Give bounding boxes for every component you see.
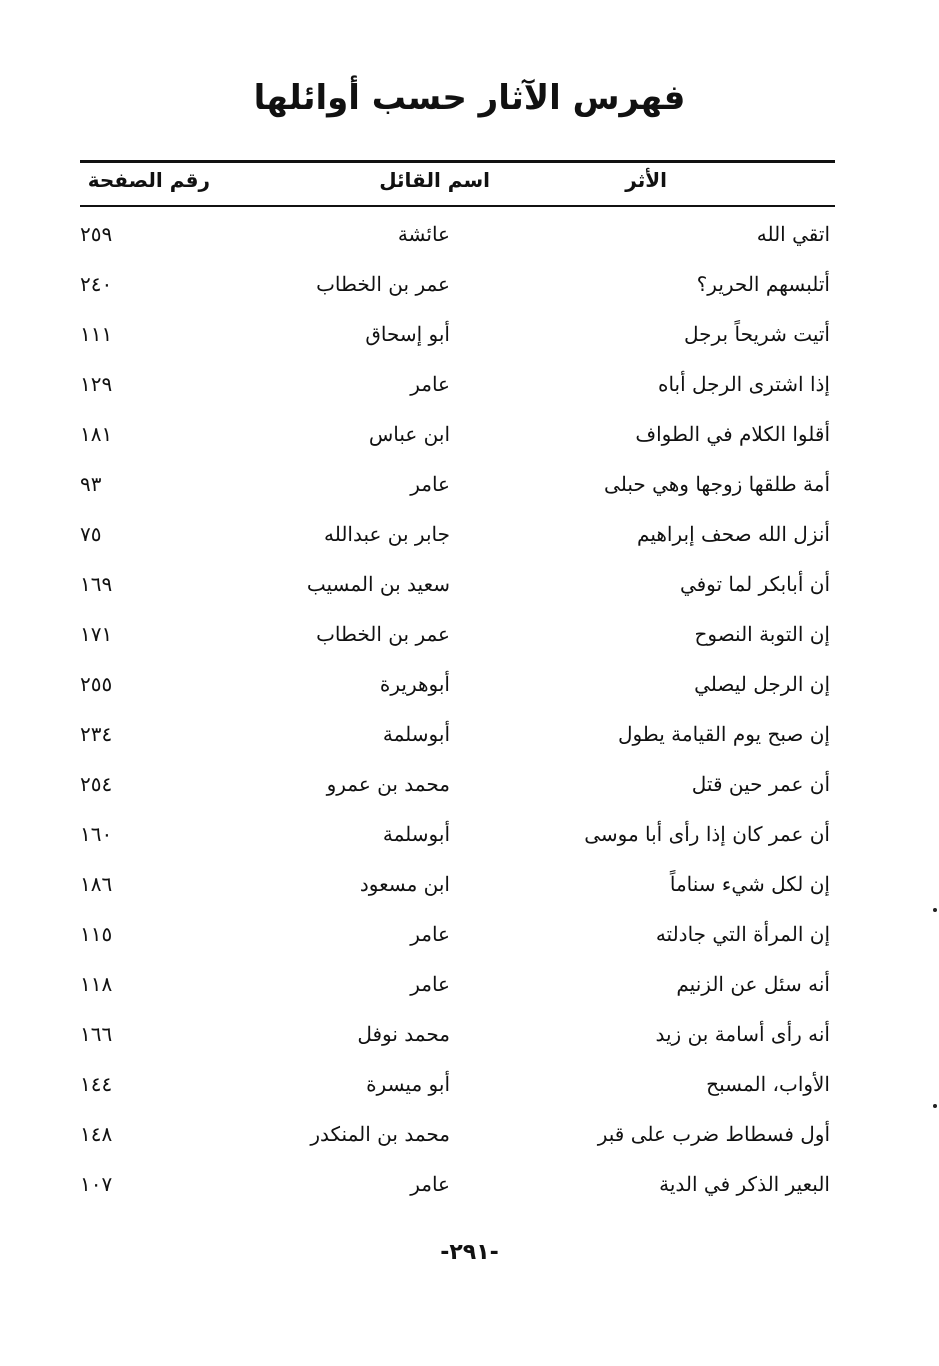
qaail-cell: أبو ميسرة: [366, 1072, 450, 1096]
athar-cell: إن التوبة النصوح: [694, 622, 830, 646]
page-cell: ٢٥٤: [80, 772, 113, 796]
page-number: -٢٩١-: [440, 1240, 499, 1265]
page-cell: ٩٣: [80, 472, 102, 496]
qaail-cell: أبوسلمة: [382, 722, 450, 746]
athar-cell: أول فسطاط ضرب على قبر: [597, 1122, 830, 1146]
qaail-cell: عامر: [410, 1172, 450, 1196]
header-athar: الأثر: [625, 168, 667, 192]
qaail-cell: أبو إسحاق: [365, 322, 450, 346]
table-row: [80, 972, 835, 1012]
athar-cell: اتقي الله: [756, 222, 830, 246]
page-cell: ١١١: [80, 322, 113, 346]
page-cell: ٢٣٤: [80, 722, 113, 746]
athar-cell: أقلوا الكلام في الطواف: [635, 422, 830, 446]
table-row: [80, 572, 835, 612]
page-cell: ٢٥٥: [80, 672, 113, 696]
table-row: [80, 222, 835, 262]
table-row: [80, 1072, 835, 1112]
table-row: [80, 622, 835, 662]
athar-cell: أن عمر حين قتل: [691, 772, 830, 796]
athar-cell: أمة طلقها زوجها وهي حبلى: [604, 472, 830, 496]
page-cell: ١٤٤: [80, 1072, 113, 1096]
table-row: [80, 422, 835, 462]
qaail-cell: جابر بن عبدالله: [323, 522, 450, 546]
athar-cell: أنزل الله صحف إبراهيم: [637, 522, 830, 546]
qaail-cell: أبوهريرة: [379, 672, 450, 696]
athar-cell: إن لكل شيء سناماً: [669, 872, 830, 896]
table-row: [80, 372, 835, 412]
page-cell: ٧٥: [80, 522, 102, 546]
table-row: [80, 1022, 835, 1062]
table-row: [80, 872, 835, 912]
page-cell: ٢٥٩: [80, 222, 113, 246]
qaail-cell: عامر: [410, 922, 450, 946]
page-cell: ١٢٩: [80, 372, 113, 396]
athar-cell: إذا اشترى الرجل أباه: [657, 372, 830, 396]
athar-cell: إن الرجل ليصلي: [694, 672, 830, 696]
table-row: [80, 472, 835, 512]
table-row: [80, 822, 835, 862]
athar-cell: البعير الذكر في الدية: [659, 1172, 830, 1196]
athar-cell: إن صبح يوم القيامة يطول: [617, 722, 830, 746]
table-row: [80, 672, 835, 712]
qaail-cell: عمر بن الخطاب: [316, 272, 450, 296]
page-cell: ١١٥: [80, 922, 113, 946]
qaail-cell: عامر: [410, 472, 450, 496]
page-cell: ١٦٠: [80, 822, 113, 846]
page-cell: ٢٤٠: [80, 272, 113, 296]
page-title: فهرس الآثار حسب أوائلها: [253, 78, 686, 118]
page-cell: ١٠٧: [80, 1172, 113, 1196]
athar-cell: أتيت شريحاً برجل: [684, 322, 830, 346]
table-row: [80, 272, 835, 312]
athar-cell: أتلبسهم الحرير؟: [696, 272, 830, 296]
header-page: رقم الصفحة: [87, 168, 210, 192]
table-top-rule: [80, 160, 835, 163]
athar-cell: أنه سئل عن الزنيم: [676, 972, 830, 996]
qaail-cell: عمر بن الخطاب: [316, 622, 450, 646]
page-cell: ١٨٦: [80, 872, 113, 896]
athar-cell: أن عمر كان إذا رأى أبا موسى: [584, 822, 830, 846]
qaail-cell: عامر: [410, 372, 450, 396]
qaail-cell: عامر: [410, 972, 450, 996]
page-cell: ١٦٩: [80, 572, 113, 596]
athar-cell: إن المرأة التي جادلته: [655, 922, 830, 946]
qaail-cell: عائشة: [397, 222, 450, 246]
table-row: [80, 522, 835, 562]
athar-cell: أنه رأى أسامة بن زيد: [655, 1022, 830, 1046]
page-cell: ١٨١: [80, 422, 113, 446]
table-row: [80, 1172, 835, 1212]
qaail-cell: ابن عباس: [368, 422, 450, 446]
qaail-cell: محمد بن المنكدر: [310, 1122, 450, 1146]
page-cell: ١٤٨: [80, 1122, 113, 1146]
table-header-rule: [80, 205, 835, 207]
qaail-cell: محمد نوفل: [357, 1022, 450, 1046]
table-row: [80, 322, 835, 362]
athar-cell: أن أبابكر لما توفي: [679, 572, 830, 596]
scan-speck: [933, 1104, 937, 1108]
table-row: [80, 1122, 835, 1162]
qaail-cell: أبوسلمة: [382, 822, 450, 846]
scan-speck: [933, 908, 937, 912]
athar-cell: الأواب، المسبح: [706, 1072, 830, 1096]
qaail-cell: سعيد بن المسيب: [306, 572, 450, 596]
page-cell: ١٦٦: [80, 1022, 113, 1046]
table-row: [80, 922, 835, 962]
page-cell: ١١٨: [80, 972, 113, 996]
header-qaail: اسم القائل: [379, 168, 490, 192]
page-cell: ١٧١: [80, 622, 113, 646]
table-row: [80, 772, 835, 812]
qaail-cell: محمد بن عمرو: [326, 772, 450, 796]
qaail-cell: ابن مسعود: [359, 872, 450, 896]
table-header: [80, 168, 835, 202]
table-row: [80, 722, 835, 762]
